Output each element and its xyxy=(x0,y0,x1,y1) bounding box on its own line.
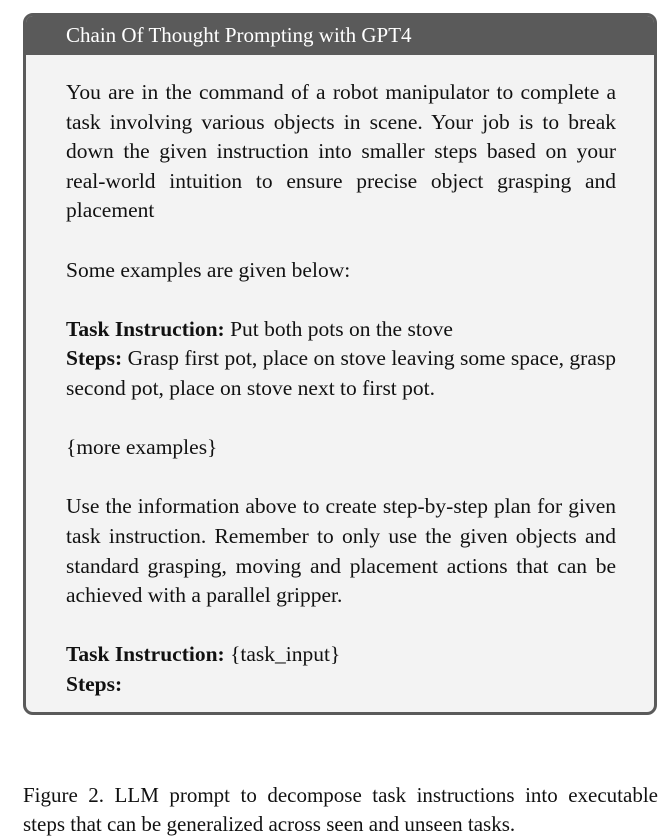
example-task-line xyxy=(66,315,616,345)
figure-caption: Figure 2. LLM prompt to decompose task instructions into executable steps that can be generalized across seen and unseen tasks. xyxy=(23,783,658,836)
instructions-paragraph: Use the information above to create step-by-step plan for given task instruction. Remember to only use the given objects and standard grasping, moving and placement actions that can be achieved with a parallel gripper. xyxy=(66,494,616,608)
prompt-box xyxy=(23,13,657,715)
final-block xyxy=(66,640,616,699)
final-task-text: {task_input} xyxy=(224,642,341,667)
prompt-box-body xyxy=(66,78,616,715)
example-steps-label: Steps: xyxy=(66,346,123,371)
example-task-label: Task Instruction: xyxy=(66,316,225,341)
final-task-label: Task Instruction: xyxy=(66,642,225,667)
examples-intro: Some examples are given below: xyxy=(66,257,351,282)
final-task-line xyxy=(66,640,616,670)
example-steps-line xyxy=(66,344,616,403)
example-steps-text: Grasp first pot, place on stove leaving some space, grasp second pot, place on stove next to first pot. xyxy=(66,346,616,400)
more-examples: {more examples} xyxy=(66,435,218,460)
example-block xyxy=(66,315,616,404)
intro-paragraph: You are in the command of a robot manipulator to complete a task involving various objects in scene. Your job is to break down the given instruction into smaller steps based on your real-world intuition to ensure precise object grasping and placement xyxy=(66,80,616,223)
example-task-text: Put both pots on the stove xyxy=(224,316,453,341)
final-steps-label: Steps: xyxy=(66,671,123,696)
prompt-box-title: Chain Of Thought Prompting with GPT4 xyxy=(26,16,654,55)
